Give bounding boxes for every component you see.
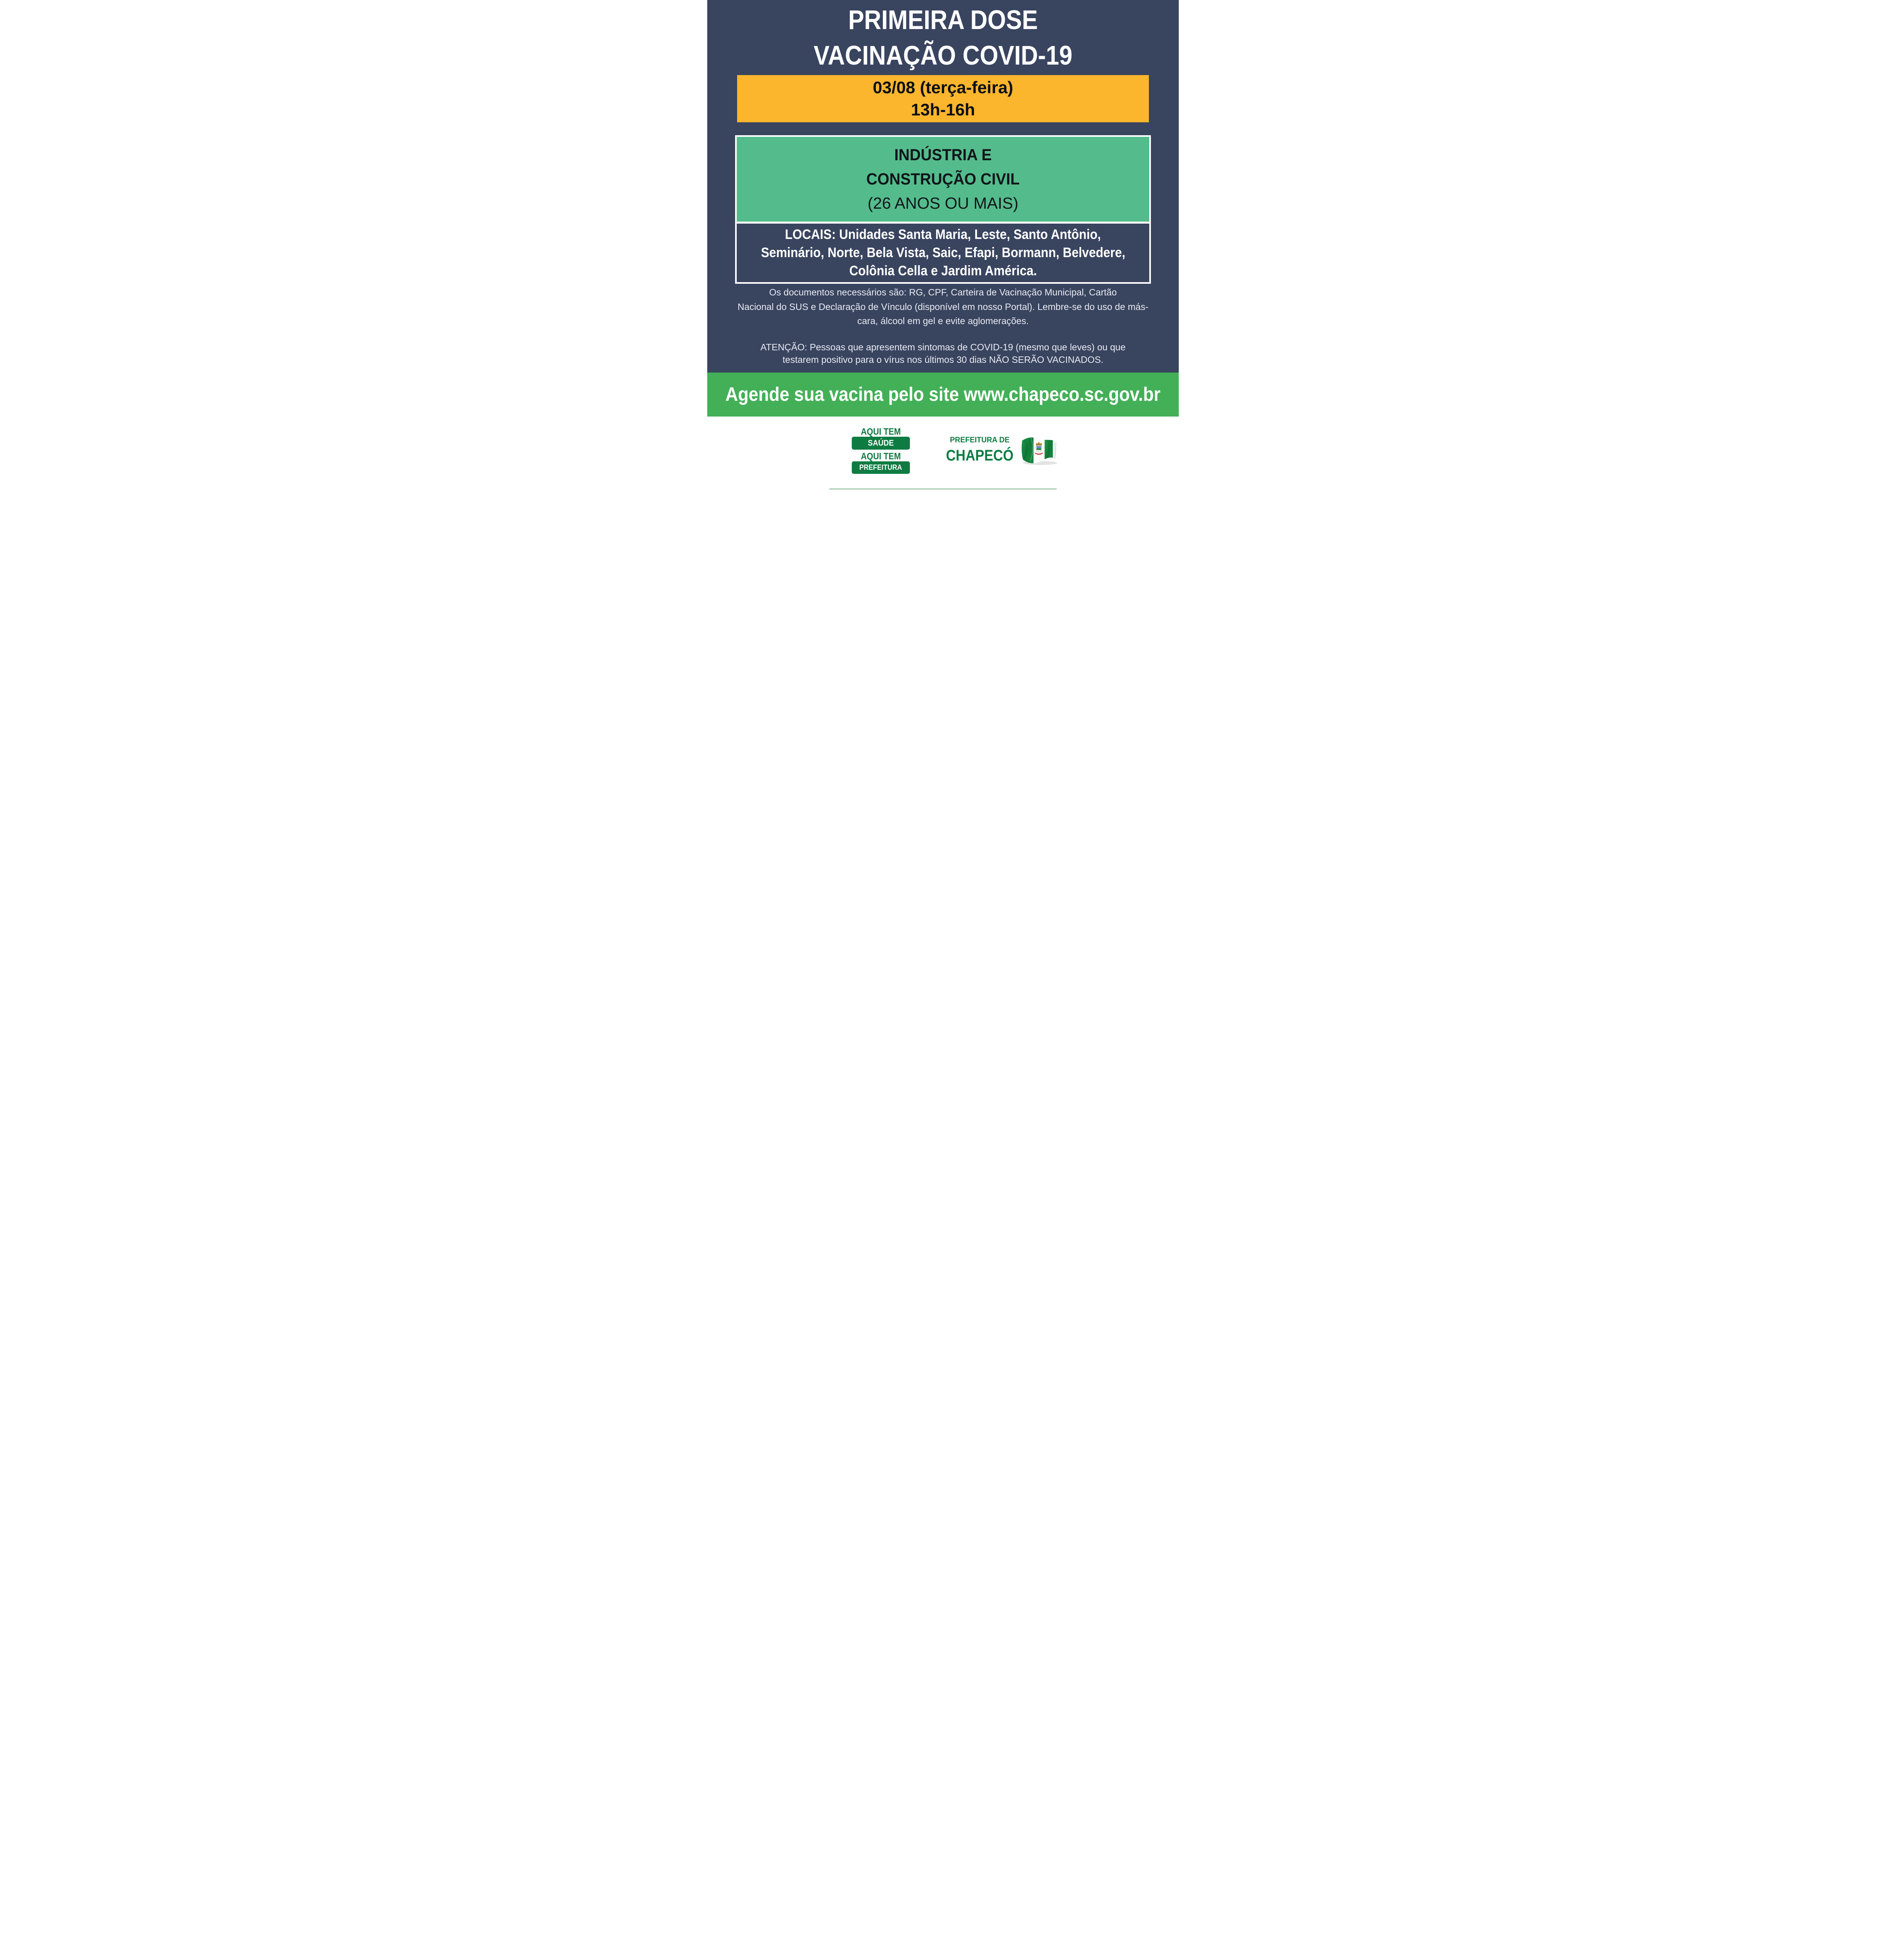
cta-text: Agende sua vacina pelo site www.chapeco.sc.gov.br — [725, 384, 1161, 405]
city-logo-text — [941, 436, 1018, 464]
audience-panel — [737, 137, 1149, 224]
title-line-1: PRIMEIRA DOSE — [848, 5, 1038, 35]
audience-age-note: (26 ANOS OU MAIS) — [868, 195, 1018, 212]
title-line-2: VACINAÇÃO COVID-19 — [813, 40, 1073, 71]
vaccination-poster — [707, 0, 1179, 490]
attention-note — [707, 341, 1179, 366]
chapeco-flag-icon — [1020, 434, 1059, 466]
cta-banner — [707, 373, 1179, 417]
documents-line-3: cara, álcool em gel e evite aglomerações. — [857, 316, 1029, 327]
saude-badge-label: SAÚDE — [868, 438, 894, 448]
page-title — [707, 2, 1179, 74]
time-text: 13h-16h — [911, 100, 975, 119]
prefeitura-badge — [852, 461, 910, 474]
audience-line-2: CONSTRUÇÃO CIVIL — [866, 170, 1020, 188]
locations-panel — [737, 224, 1149, 282]
date-text: 03/08 (terça-feira) — [873, 77, 1013, 97]
city-logo-label: PREFEITURA DE — [950, 436, 1010, 444]
saude-badge — [852, 437, 910, 450]
date-banner — [737, 75, 1149, 122]
locations-line-1: LOCAIS: Unidades Santa Maria, Leste, Santo Antônio, — [785, 226, 1101, 242]
health-logo — [852, 427, 910, 474]
locations-line-2: Seminário, Norte, Bela Vista, Saic, Efapi, Bormann, Belvedere, — [761, 245, 1125, 260]
info-box — [735, 135, 1151, 284]
health-logo-label-mid: AQUI TEM — [861, 451, 901, 461]
attention-line-1: ATENÇÃO: Pessoas que apresentem sintomas de COVID-19 (mesmo que leves) ou que — [760, 342, 1126, 352]
locations-line-3: Colônia Cella e Jardim América. — [849, 263, 1037, 279]
city-logo-name: CHAPECÓ — [946, 447, 1014, 464]
health-logo-label-top: AQUI TEM — [861, 426, 901, 437]
documents-line-2: Nacional do SUS e Declaração de Vínculo (disponível em nosso Portal). Lembre-se do uso de más- — [738, 301, 1148, 312]
city-logo — [941, 436, 1059, 466]
documents-note — [707, 285, 1179, 329]
prefeitura-badge-label: PREFEITURA — [859, 463, 902, 471]
audience-line-1: INDÚSTRIA E — [894, 146, 992, 164]
footer-divider-bar — [830, 488, 1057, 490]
documents-line-1: Os documentos necessários são: RG, CPF, Carteira de Vacinação Municipal, Cartão — [769, 287, 1117, 297]
attention-line-2: testarem positivo para o vírus nos últimos 30 dias NÃO SERÃO VACINADOS. — [782, 354, 1104, 365]
